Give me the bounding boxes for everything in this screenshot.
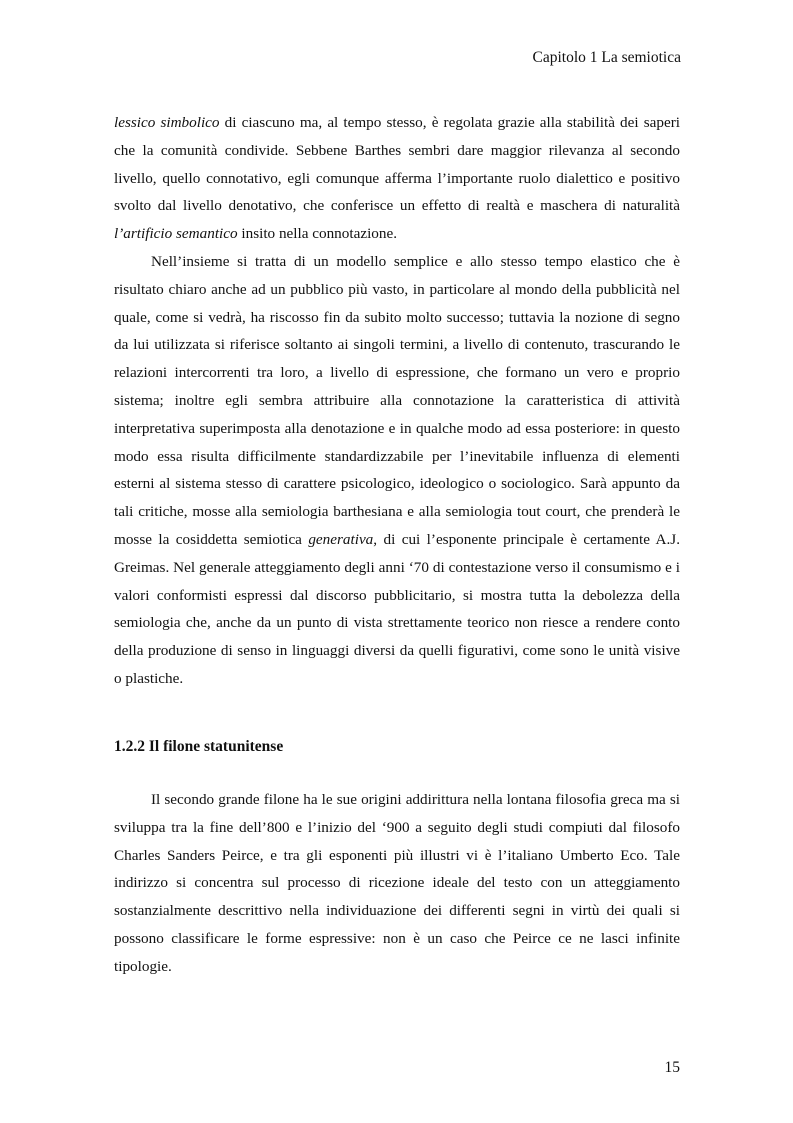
body-text-upper [114, 109, 680, 693]
paragraph-text: , di cui l’esponente principale è certamente A.J. Greimas. Nel generale atteggiamento degli anni ‘70 di contestazione verso il consumismo e i valori conformisti espressi dal discorso pubblicitario, si mostra tutta la debolezza della semiologia che, anche da un punto di vista strettamente teorico non riesce a rendere conto della produzione di senso in linguaggi diversi da quelli figurativi, come sono le unità visive o plastiche. [114, 530, 680, 687]
body-text-lower [114, 786, 680, 981]
page-number: 15 [664, 1059, 680, 1076]
running-header: Capitolo 1 La semiotica [532, 49, 681, 66]
italic-term: lessico simbolico [114, 114, 220, 131]
paragraph-text: di ciascuno ma, al tempo stesso, è regolata grazie alla stabilità dei saperi che la comunità condivide. Sebbene Barthes sembri dare maggior rilevanza al secondo livello, quello connotativo, egli comunque afferma l’importante ruolo dialettico e positivo svolto dal livello denotativo, che conferisce un effetto di realtà e maschera di naturalità [114, 114, 680, 215]
paragraph-2 [114, 248, 680, 693]
paragraph-text: insito nella connotazione. [237, 225, 398, 243]
italic-term: l’artificio semantico [114, 225, 238, 243]
paragraph-3 [114, 786, 680, 981]
paragraph-text: Nell’insieme si tratta di un modello semplice e allo stesso tempo elastico che è risultato chiaro anche ad un pubblico più vasto, in particolare al mondo della pubblicità nel quale, come si vedrà, ha riscosso fin da subito molto successo; tuttavia la nozione di segno da lui utilizzata si riferisce soltanto ai singoli termini, a livello di contenuto, trascurando le relazioni intercorrenti tra loro, a livello di espressione, che formano un vero e proprio sistema; inoltre egli sembra attribuire alla connotazione la caratteristica di attività interpretativa superimposta alla denotazione e in qualche modo ad essa posteriore: in questo modo essa risulta difficilmente standardizzabile per l’inevitabile influenza di elementi esterni al sistema stesso di carattere psicologico, ideologico o sociologico. Sarà appunto da tali critiche, mosse alla semiologia barthesiana e alla semiologia tout court, che prenderà le mosse la cosiddetta semiotica [114, 252, 680, 548]
paragraph-1 [114, 109, 680, 248]
section-heading: 1.2.2 Il filone statunitense [114, 738, 284, 755]
paragraph-text: Il secondo grande filone ha le sue origini addirittura nella lontana filosofia greca ma si sviluppa tra la fine dell’800 e l’inizio del ‘900 a seguito degli studi compiuti dal filosofo Charles Sanders Peirce, e tra gli esponenti più illustri vi è l’italiano Umberto Eco. Tale indirizzo si concentra sul processo di ricezione ideale del testo con un atteggiamento sostanzialmente descrittivo nella individuazione dei differenti segni in virtù dei quali si possono classificare le forme espressive: non è un caso che Peirce ce ne lasci infinite tipologie. [114, 791, 680, 975]
italic-term: generativa [308, 530, 374, 548]
